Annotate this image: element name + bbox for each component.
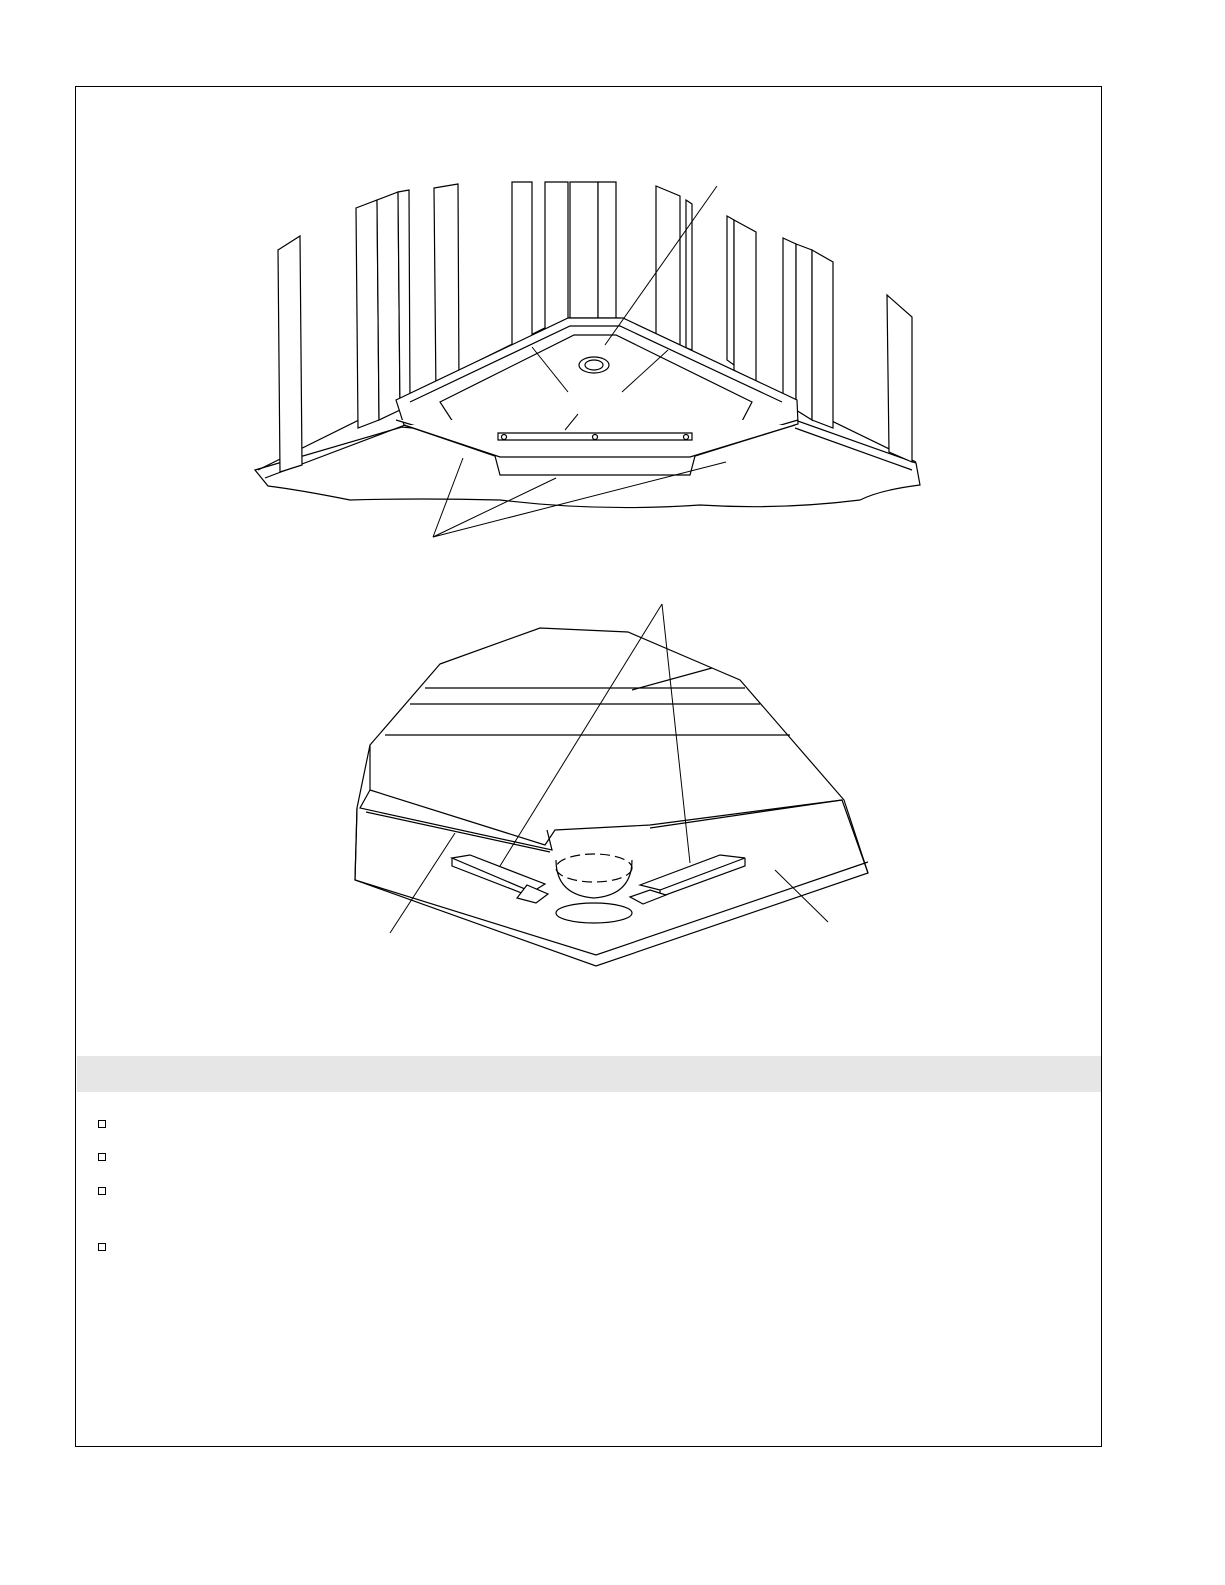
section-header-band [77,1056,1101,1092]
checklist-checkbox-1[interactable] [98,1120,106,1128]
checklist-checkbox-4[interactable] [98,1243,106,1251]
checklist-checkbox-2[interactable] [98,1153,106,1161]
checklist-checkbox-3[interactable] [98,1187,106,1195]
